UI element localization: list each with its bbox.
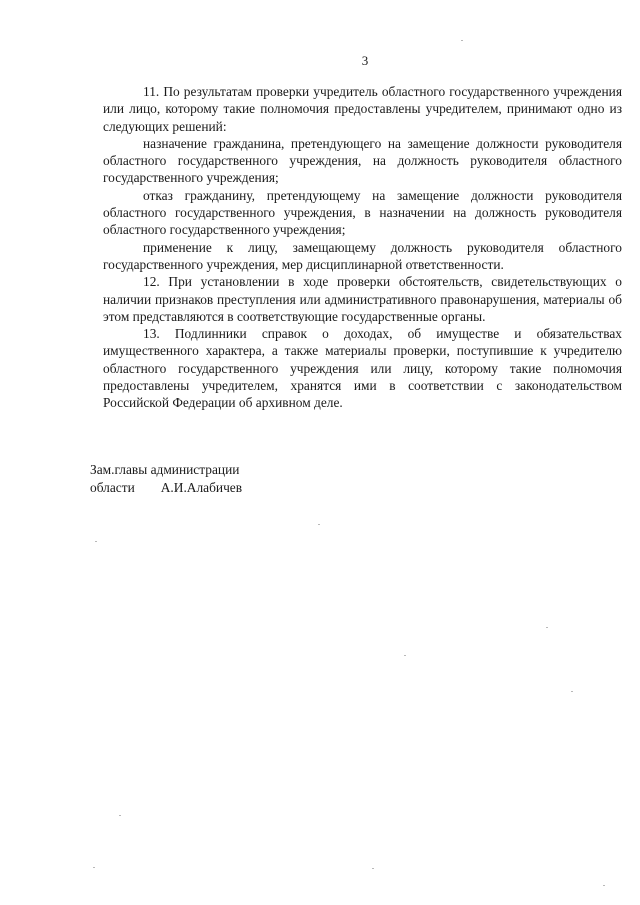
paragraph-decision-discipline: применение к лицу, замещающему должность руководителя областного государственного учреждения, мер дисциплинарной ответственности. (103, 239, 622, 272)
scan-speck (95, 541, 97, 542)
scan-speck (119, 815, 121, 816)
paragraph-decision-refusal: отказ гражданину, претендующему на замещение должности руководителя областного государственного учреждения, в назначении на должность руководителя областного государственного учреждения; (103, 187, 622, 238)
signature-block (90, 461, 242, 497)
scan-speck (93, 867, 95, 868)
scan-speck (372, 868, 374, 869)
paragraph-12: 12. При установлении в ходе проверки обстоятельств, свидетельствующих о наличии признаков преступления или административного правонарушения, материалы об этом представляются в соответствующие государственные органы. (103, 274, 622, 324)
scan-speck (404, 655, 406, 656)
paragraph-13: 13. Подлинники справок о доходах, об имуществе и обязательствах имущественного характера, а также материалы проверки, поступившие к учредителю областного государственного учреждения или лицу, которому такие полномочия предоставлены учредителем, хранятся ими в соответствии с законодательством Российской Федерации об архивном деле. (103, 326, 622, 411)
scan-speck (603, 885, 605, 886)
paragraph-decision-appointment: назначение гражданина, претендующего на замещение должности руководителя областного государственного учреждения, на должность руководителя областного государственного учреждения; (103, 135, 622, 186)
scan-speck (571, 691, 573, 692)
scan-speck (318, 524, 320, 525)
signatory-position-line2 (90, 479, 242, 497)
signatory-position-region: области (90, 480, 135, 495)
scan-speck (546, 627, 548, 628)
page-number: 3 (361, 53, 369, 68)
document-body (103, 83, 622, 412)
paragraph-11: 11. По результатам проверки учредитель областного государственного учреждения или лицо, которому такие полномочия предоставлены учредителем, принимают одно из следующих решений: (103, 84, 622, 134)
scan-speck (461, 40, 463, 41)
signatory-position-line1: Зам.главы администрации (90, 462, 240, 477)
signatory-name: А.И.Алабичев (160, 480, 243, 495)
